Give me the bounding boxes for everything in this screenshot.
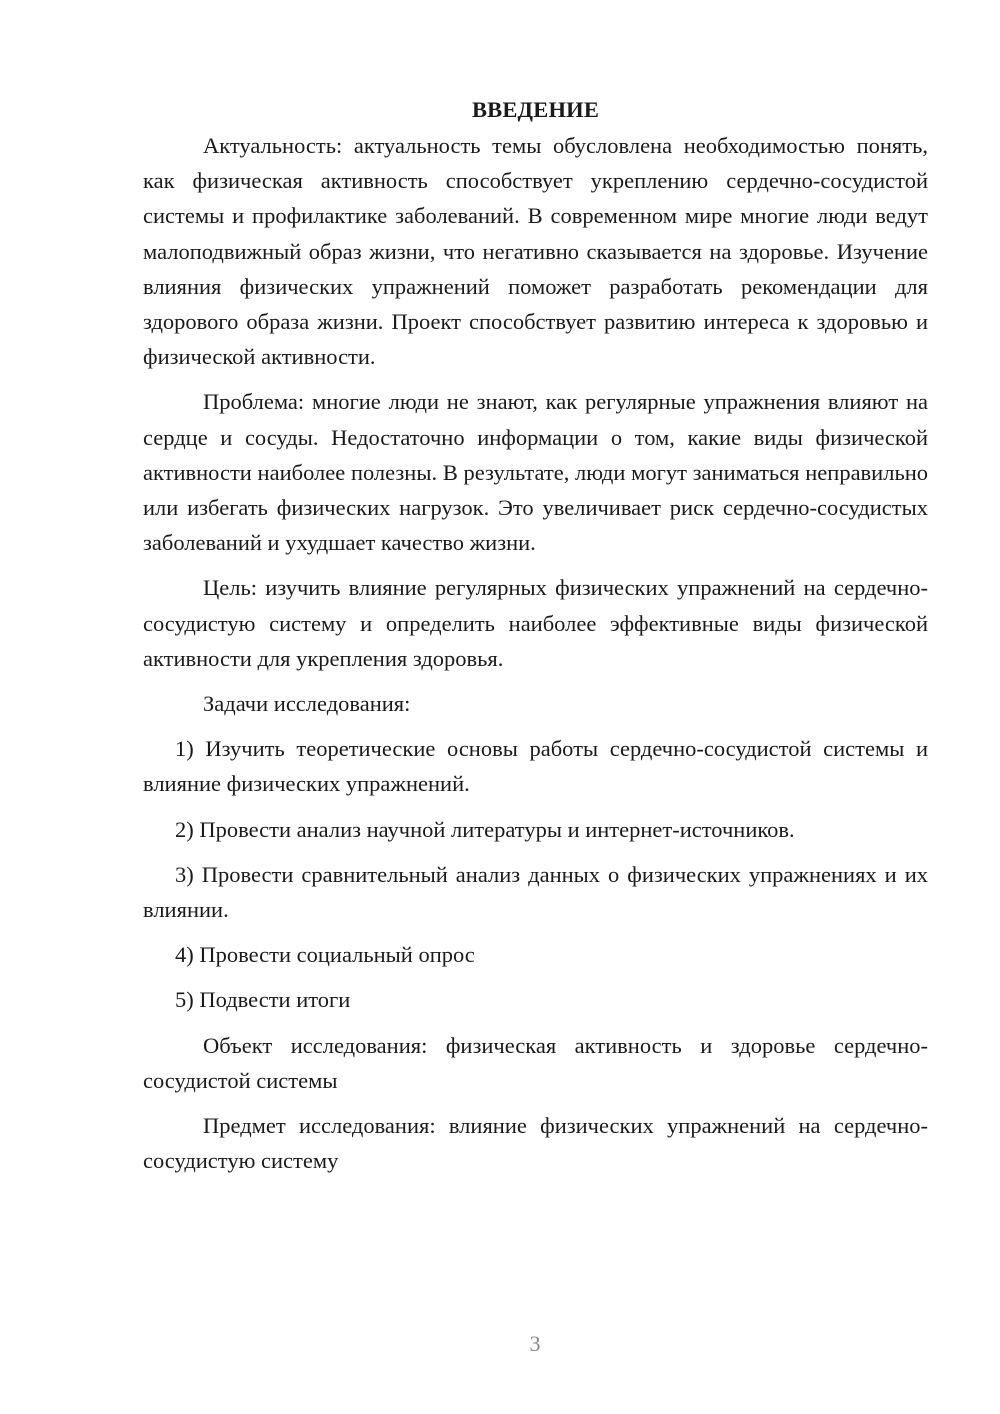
task-item-1: 1) Изучить теоретические основы работы сердечно-сосудистой системы и влияние физических упражнений. <box>143 736 928 797</box>
document-page <box>143 92 928 1188</box>
research-object-paragraph: Объект исследования: физическая активность и здоровье сердечно-сосудистой системы <box>143 1032 928 1093</box>
task-item-5: 5) Подвести итоги <box>175 987 351 1013</box>
goal-paragraph: Цель: изучить влияние регулярных физических упражнений на сердечно-сосудистую систему и определить наиболее эффективные виды физической активности для укрепления здоровья. <box>143 575 928 671</box>
tasks-heading: Задачи исследования: <box>203 691 411 717</box>
task-item-2: 2) Провести анализ научной литературы и интернет-источников. <box>175 816 795 842</box>
relevance-paragraph: Актуальность: актуальность темы обусловлена необходимостью понять, как физическая активность способствует укреплению сердечно-сосудистой системы и профилактике заболеваний. В современном мире многие люди ведут малоподвижный образ жизни, что негативно сказывается на здоровье. Изучение влияния физических упражнений поможет разработать рекомендации для здорового образа жизни. Проект способствует развитию интереса к здоровью и физической активности. <box>143 133 928 370</box>
page-number: 3 <box>529 1331 541 1356</box>
section-title: ВВЕДЕНИЕ <box>471 97 600 122</box>
task-item-4: 4) Провести социальный опрос <box>175 942 475 968</box>
task-item-3: 3) Провести сравнительный анализ данных о физических упражнениях и их влиянии. <box>143 861 928 923</box>
problem-paragraph: Проблема: многие люди не знают, как регулярные упражнения влияют на сердце и сосуды. Недостаточно информации о том, какие виды физической активности наиболее полезны. В результате, люди могут заниматься неправильно или избегать физических нагрузок. Это увеличивает риск сердечно-сосудистых заболеваний и ухудшает качество жизни. <box>143 389 928 556</box>
research-subject-paragraph: Предмет исследования: влияние физических упражнений на сердечно-сосудистую систему <box>143 1113 928 1174</box>
